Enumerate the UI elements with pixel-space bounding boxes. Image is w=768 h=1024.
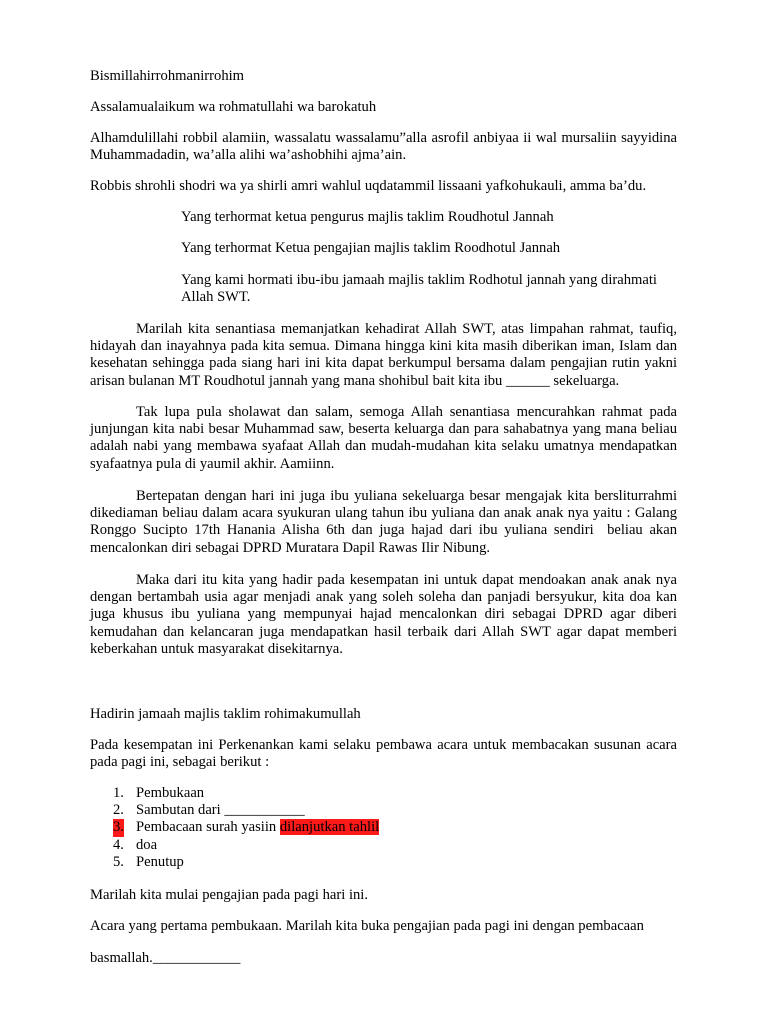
body-paragraph-2: Tak lupa pula sholawat dan salam, semoga Allah senantiasa mencurahkan rahmat pada junjungan kita nabi besar Muhammad saw, beserta keluarga dan para sahabatnya yang mana beliau adalah nabi yang membawa syafaat Allah dan mudah-mudahan kita selaku umatnya mendapatkan syafaatnya pula di yaumil akhir. Aamiinn. — [90, 404, 677, 472]
agenda-number: 2. — [113, 802, 124, 819]
agenda-list — [90, 785, 677, 871]
agenda-number: 5. — [113, 853, 124, 870]
agenda-text: doa — [136, 836, 158, 853]
agenda-text: Penutup — [136, 853, 184, 870]
body-paragraph-1: Marilah kita senantiasa memanjatkan kehadirat Allah SWT, atas limpahan rahmat, taufiq, hidayah dan inayahnya pada kita semua. Dimana hingga kini kita masih diberikan iman, Islam dan kesehatan sehingga pada siang hari ini kita dapat berkumpul bersama dalam pengajian rutin yakni arisan bulanan MT Roudhotul jannah yang mana shohibul bait kita ibu ______ sekeluarga. — [90, 321, 677, 389]
agenda-item — [90, 854, 677, 871]
salutation-2: Yang terhormat Ketua pengajian majlis taklim Roodhotul Jannah — [181, 240, 561, 256]
hamdalah-paragraph: Alhamdulillahi robbil alamiin, wassalatu wassalamu”alla asrofil anbiyaa ii wal mursaliin sayyidina Muhammadadin, wa’alla alihi wa’ashobhihi ajma’ain. — [90, 130, 677, 164]
agenda-number: 3. — [113, 819, 124, 836]
agenda-number: 4. — [113, 836, 124, 853]
closing-line-2: Acara yang pertama pembukaan. Marilah kita buka pengajian pada pagi ini dengan pembacaan — [90, 918, 644, 934]
doa-line: Robbis shrohli shodri wa ya shirli amri wahlul uqdatammil lissaani yafkohukauli, amma ba’du. — [90, 178, 647, 194]
body-paragraph-3: Bertepatan dengan hari ini juga ibu yuliana sekeluarga besar mengajak kita bersliturrahmi dikediaman beliau dalam acara syukuran ulang tahun ibu yuliana dan anak anak nya yaitu : Galang Ronggo Sucipto 17th Hanania Alisha 6th dan juga hajad dari ibu yuliana sendiri beliau akan mencalonkan diri sebagai DPRD Muratara Dapil Rawas Ilir Nibung. — [90, 488, 677, 556]
highlighted-text: dilanjutkan tahlil — [279, 819, 380, 836]
body-paragraph-4: Maka dari itu kita yang hadir pada kesempatan ini untuk dapat mendoakan anak anak nya dengan bertambah usia agar menjadi anak yang soleh soleha dan panjadi bersyukur, kita doa kan juga khusus ibu yuliana yang mempunyai hajad mencalonkan diri sebagai DPRD agar diberi kemudahan dan kelancaran juga mendapatkan hasil terbaik dari Allah SWT agar dapat memberi keberkahan untuk masyarakat disekitarnya. — [90, 572, 677, 657]
agenda-number: 1. — [113, 785, 124, 801]
greeting-line: Hadirin jamaah majlis taklim rohimakumullah — [90, 706, 361, 722]
agenda-item — [90, 785, 677, 802]
agenda-item — [90, 802, 677, 819]
closing-line-3: basmallah.____________ — [90, 950, 241, 966]
agenda-item — [90, 837, 677, 854]
salam-line: Assalamualaikum wa rohmatullahi wa barokatuh — [90, 99, 377, 115]
intro-paragraph: Pada kesempatan ini Perkenankan kami selaku pembawa acara untuk membacakan susunan acara pada pagi ini, sebagai berikut : — [90, 737, 677, 771]
agenda-text: Pembacaan surah yasiin — [136, 819, 280, 836]
closing-line-1: Marilah kita mulai pengajian pada pagi hari ini. — [90, 887, 369, 903]
agenda-text: Pembukaan — [136, 785, 205, 801]
agenda-item — [90, 819, 677, 836]
basmala-line: Bismillahirrohmanirrohim — [90, 68, 245, 84]
salutation-3: Yang kami hormati ibu-ibu jamaah majlis taklim Rodhotul jannah yang dirahmati Allah SWT. — [181, 272, 657, 306]
agenda-text: Sambutan dari ___________ — [136, 802, 305, 819]
salutation-1: Yang terhormat ketua pengurus majlis taklim Roudhotul Jannah — [181, 209, 554, 225]
